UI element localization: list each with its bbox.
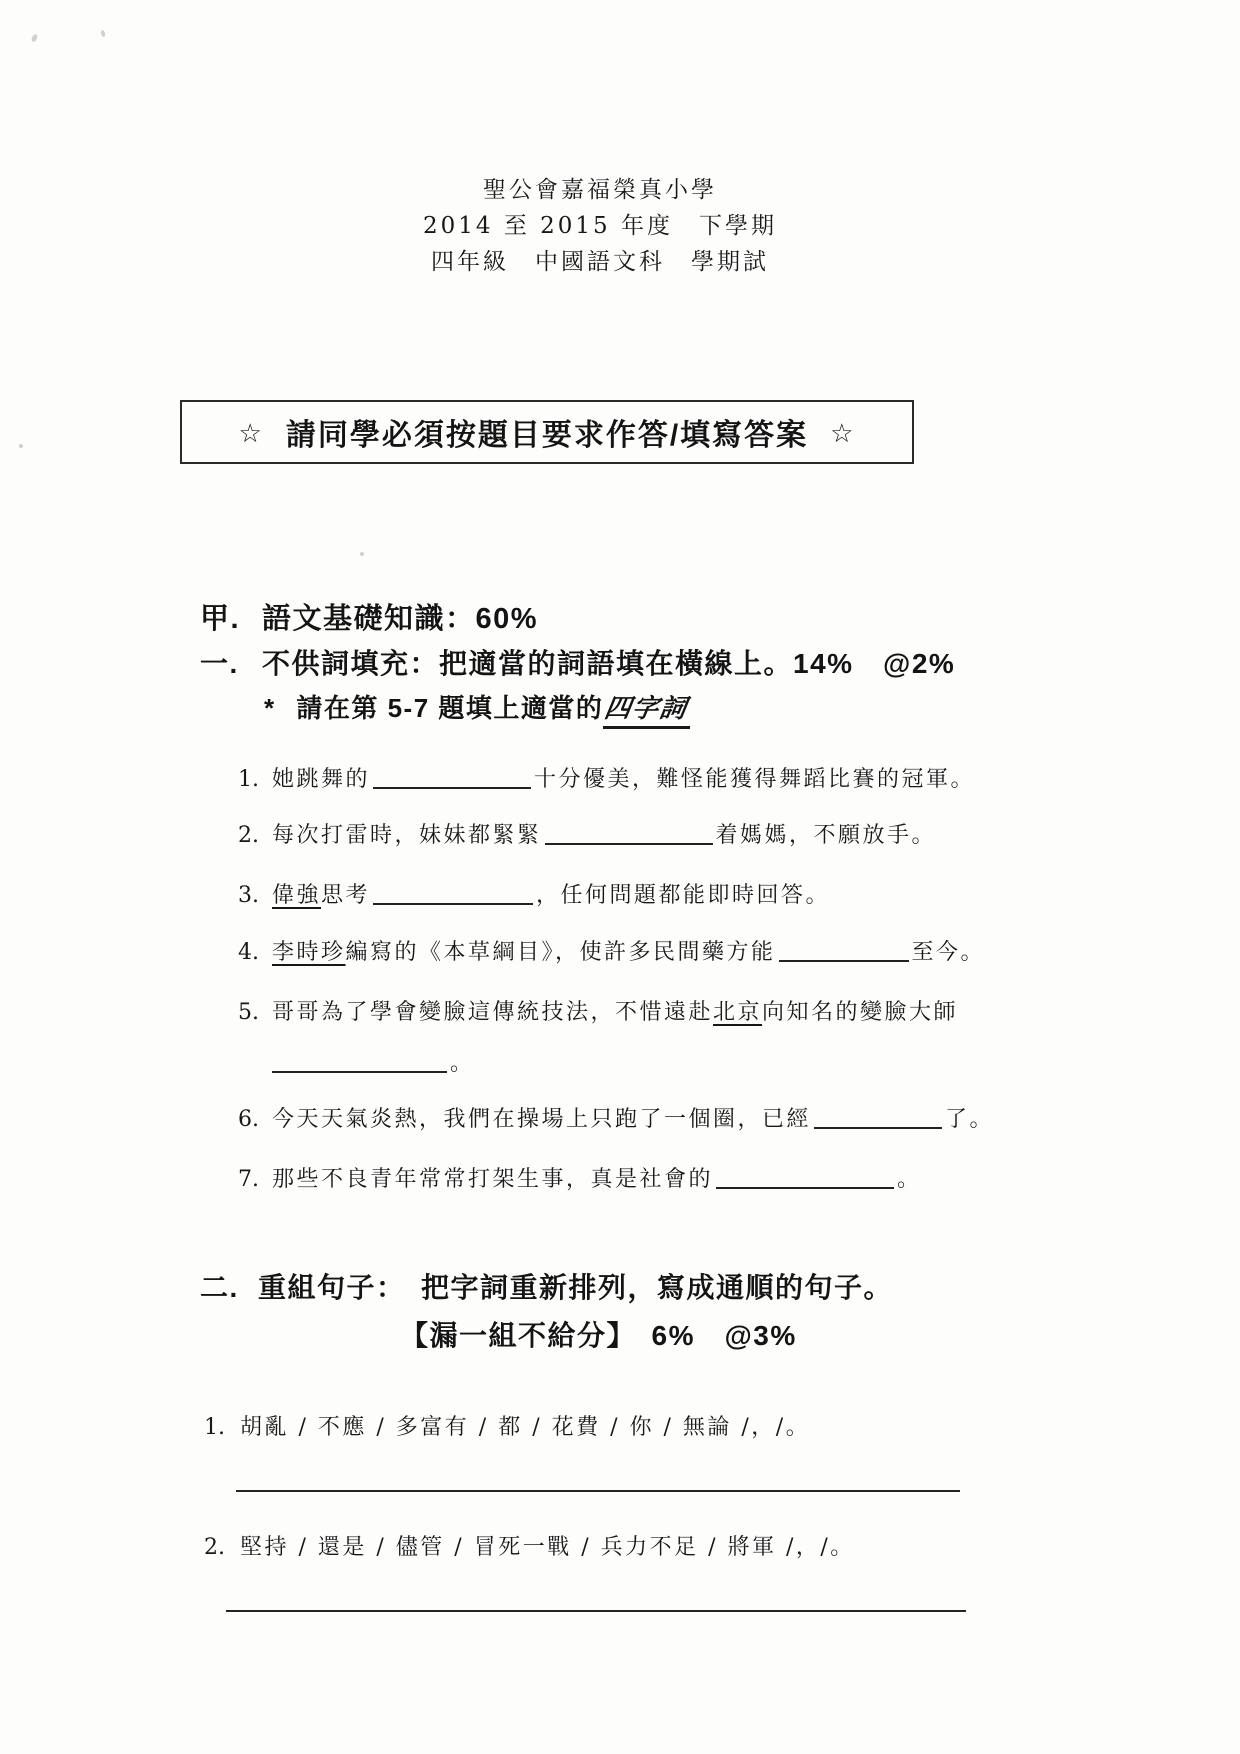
answer-blank xyxy=(373,777,531,789)
question-number: 1. xyxy=(238,767,259,792)
question-text: 她跳舞的 xyxy=(272,767,371,792)
question-number: 3. xyxy=(238,883,259,908)
question-1 xyxy=(238,762,975,793)
school-year: 2014 至 2015 年度 下學期 xyxy=(423,213,777,239)
question-number: 2. xyxy=(238,823,259,848)
question-text: 每次打雷時，妹妹都緊緊 xyxy=(272,823,542,848)
question-text: 那些不良青年常常打架生事，真是社會的 xyxy=(272,1167,714,1192)
section-a-label: 甲. xyxy=(200,603,241,635)
school-name: 聖公會嘉福榮真小學 xyxy=(483,177,717,203)
question-number: 7. xyxy=(238,1167,259,1192)
question-number: 1. xyxy=(204,1415,225,1440)
notice-text: 請同學必須按題目要求作答/填寫答案 xyxy=(285,419,809,452)
underlined-name: 偉強 xyxy=(272,883,322,908)
scan-artifact xyxy=(100,30,106,38)
question-text: ，任何問題都能即時回答。 xyxy=(536,883,831,908)
part-one-note xyxy=(264,688,690,729)
scan-artifact xyxy=(360,552,364,556)
underlined-name: 北京 xyxy=(713,1000,763,1025)
answer-line xyxy=(226,1610,966,1612)
question-text: 。 xyxy=(450,1051,475,1076)
answer-blank xyxy=(716,1177,894,1189)
question-3 xyxy=(238,878,830,909)
question-text: 至今。 xyxy=(911,940,986,965)
question-7 xyxy=(238,1162,922,1193)
paper-header xyxy=(20,172,1180,280)
underlined-name: 李時珍 xyxy=(272,940,346,965)
part-two-title: 重組句子： 把字詞重新排列，寫成通順的句子。 xyxy=(258,1272,894,1303)
question-number: 6. xyxy=(238,1107,259,1132)
question-text: 堅持 / 還是 / 儘管 / 冒死一戰 / 兵力不足 / 將軍 /，/。 xyxy=(240,1535,855,1560)
question-number: 5. xyxy=(238,1000,259,1025)
part-two-heading xyxy=(200,1266,893,1306)
question-text: 思考 xyxy=(321,883,371,908)
question-5-line-2 xyxy=(272,1046,475,1077)
instruction-notice-box xyxy=(180,400,914,464)
question-text: 胡亂 / 不應 / 多富有 / 都 / 花費 / 你 / 無論 /，/。 xyxy=(240,1415,811,1440)
question-text: 向知名的變臉大師 xyxy=(762,1000,959,1025)
asterisk-icon: * xyxy=(264,693,276,723)
question-text: 。 xyxy=(897,1167,922,1192)
question-number: 4. xyxy=(238,940,259,965)
section-a-heading xyxy=(200,596,538,637)
star-icon: ☆ xyxy=(238,417,264,448)
answer-blank xyxy=(814,1117,942,1129)
note-emphasis: 四字詞 xyxy=(603,688,690,729)
note-text: 請在第 5-7 題填上適當的 xyxy=(296,693,604,723)
star-icon: ☆ xyxy=(830,417,856,448)
scan-artifact xyxy=(31,33,39,42)
question-5 xyxy=(238,995,958,1026)
question-text: 今天天氣炎熱，我們在操場上只跑了一個圈，已經 xyxy=(272,1107,812,1132)
part-two-subtitle: 【漏一組不給分】 6% @3% xyxy=(400,1320,797,1351)
question-text: 哥哥為了學會變臉這傳統技法，不惜遠赴 xyxy=(272,1000,714,1025)
part-one-title: 不供詞填充：把適當的詞語填在橫線上。14% @2% xyxy=(262,648,956,679)
question-text: 十分優美，難怪能獲得舞蹈比賽的冠軍。 xyxy=(534,767,976,792)
answer-blank xyxy=(373,893,533,905)
part-one-label: 一. xyxy=(200,648,239,679)
question-6 xyxy=(238,1102,994,1133)
exam-title: 四年級 中國語文科 學期試 xyxy=(431,249,769,275)
question-text: 着媽媽，不願放手。 xyxy=(715,823,937,848)
section-a-title: 語文基礎知識：60% xyxy=(262,603,539,635)
rearrange-question-1 xyxy=(204,1410,810,1441)
answer-line xyxy=(236,1490,960,1492)
question-number: 2. xyxy=(204,1535,225,1560)
part-two-label: 二. xyxy=(200,1272,239,1303)
part-one-heading xyxy=(200,642,955,682)
answer-blank xyxy=(779,950,909,962)
answer-blank xyxy=(545,833,713,845)
answer-blank xyxy=(272,1061,447,1073)
question-2 xyxy=(238,818,936,849)
rearrange-question-2 xyxy=(204,1530,855,1561)
question-4 xyxy=(238,935,985,966)
scan-artifact xyxy=(19,444,23,448)
question-text: 編寫的《本草綱目》，使許多民間藥方能 xyxy=(345,940,776,965)
question-text: 了。 xyxy=(945,1107,995,1132)
